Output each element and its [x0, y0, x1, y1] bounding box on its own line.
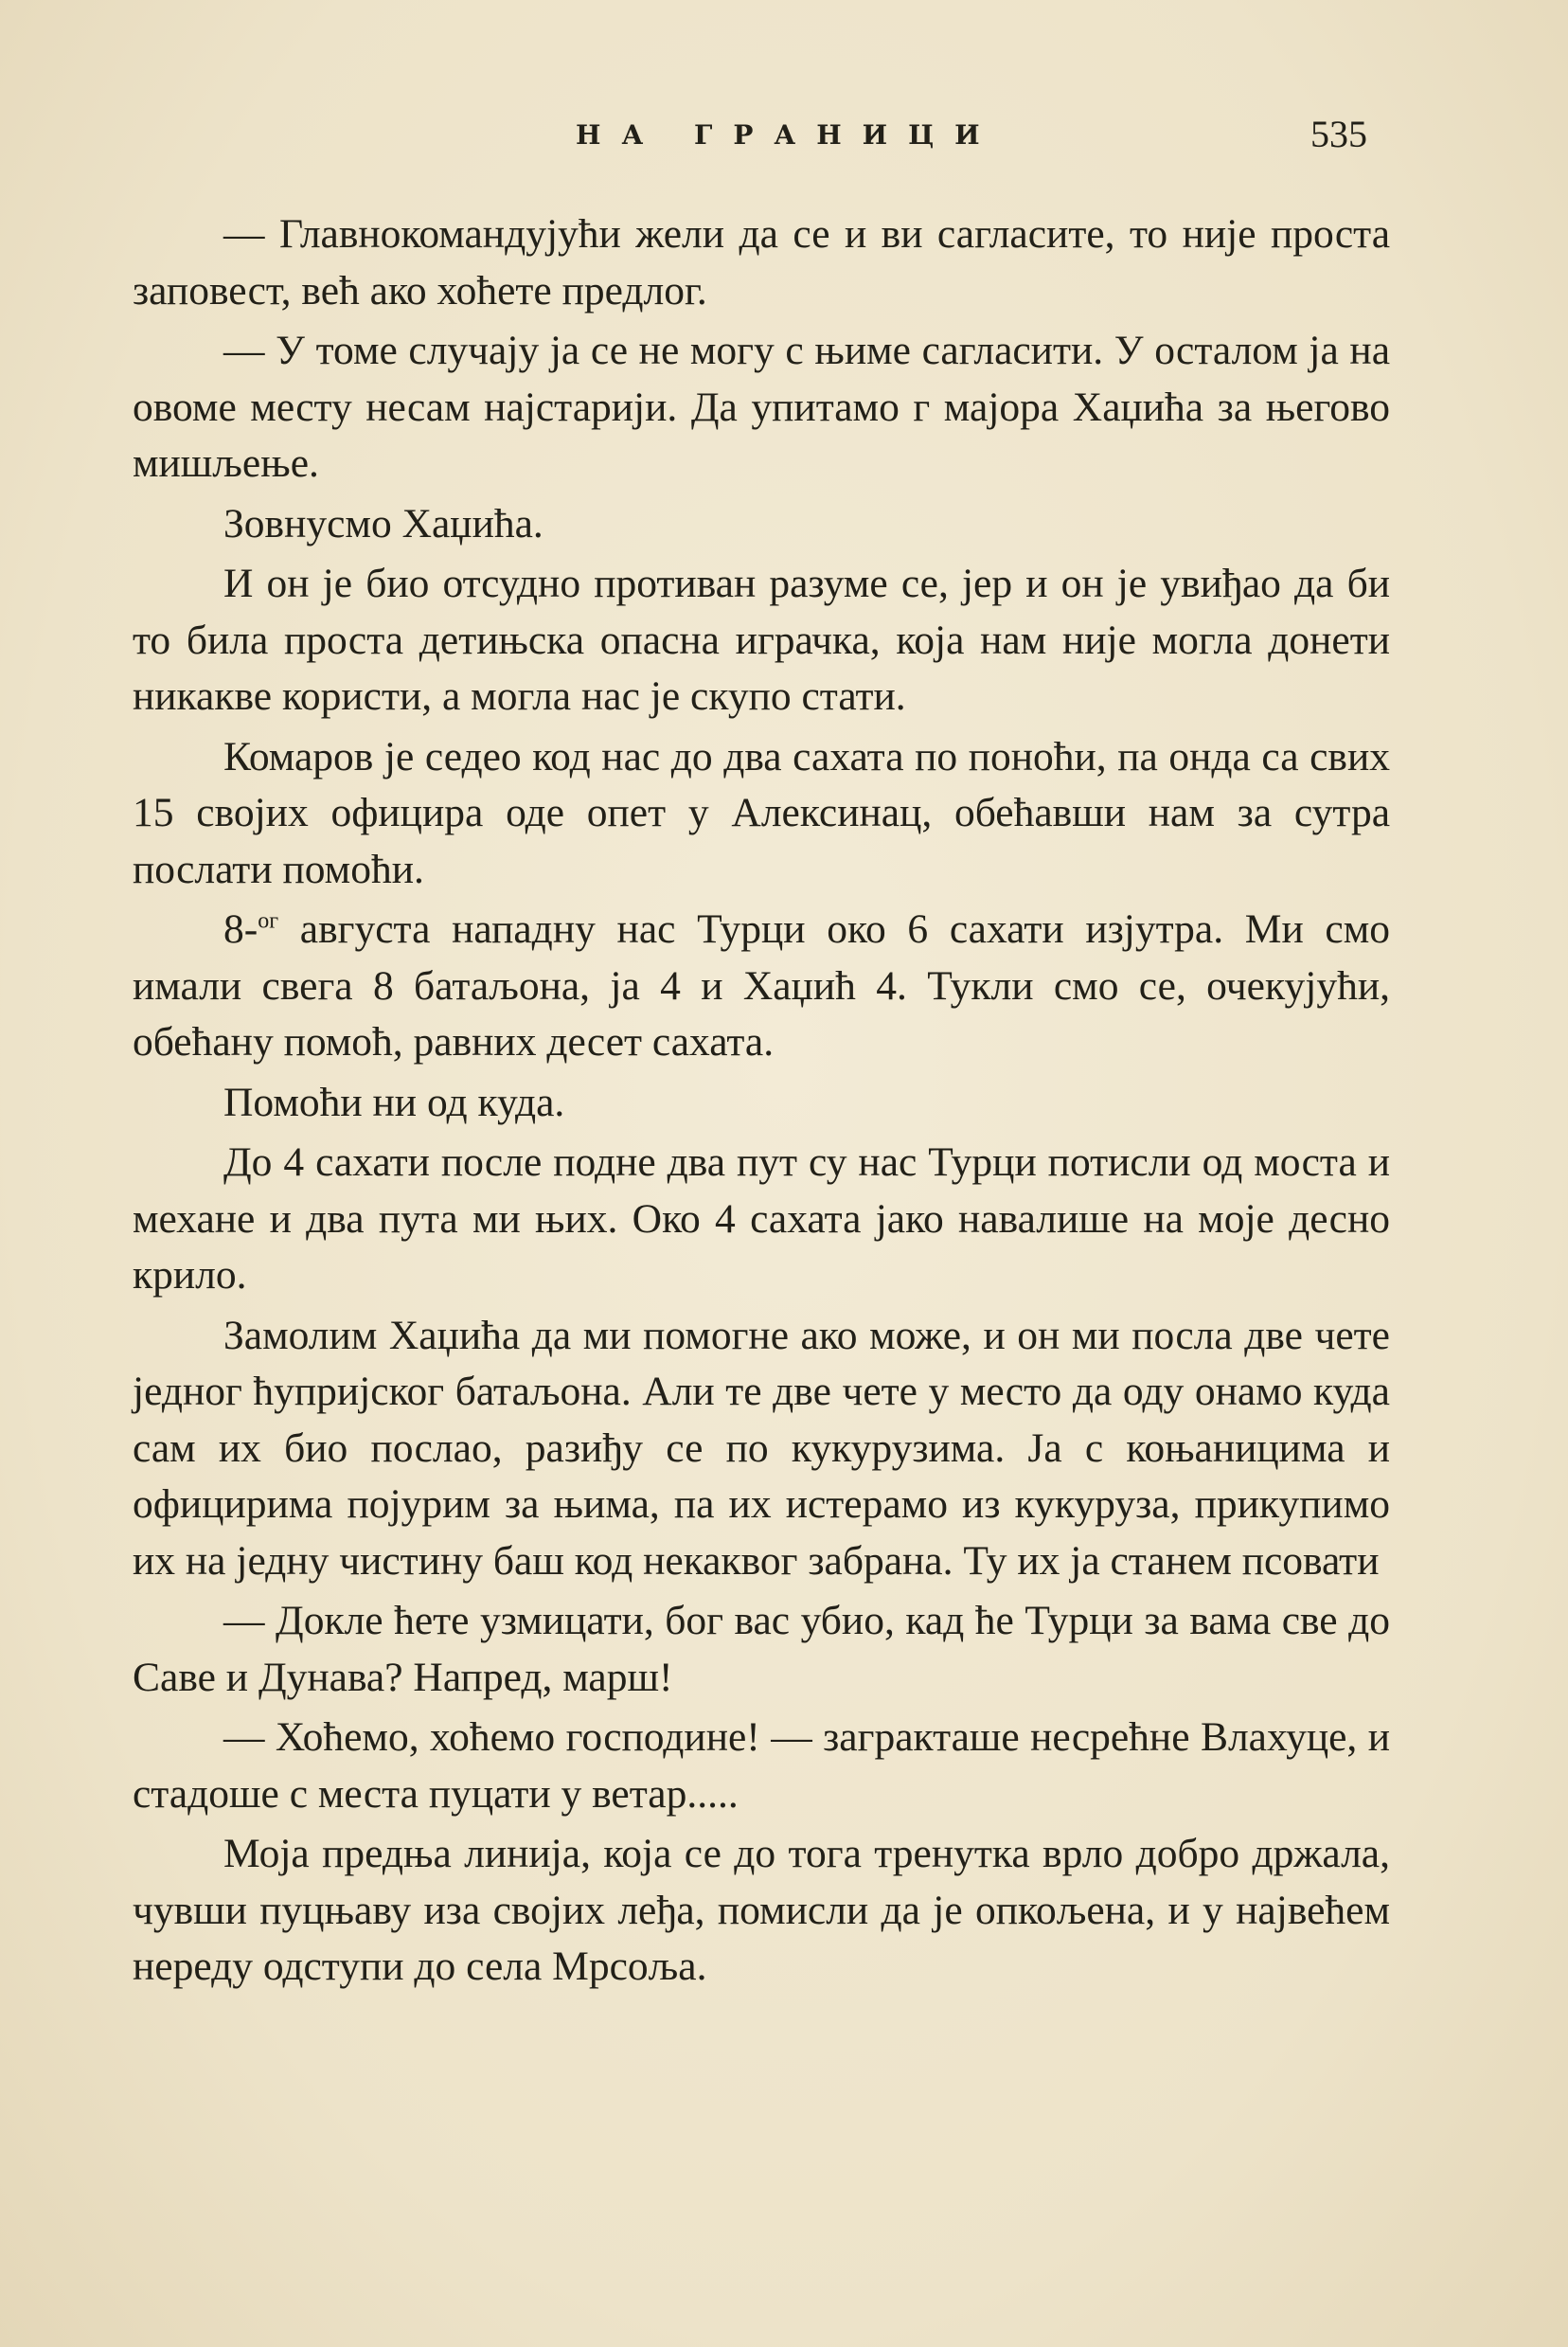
page-number: 535: [1310, 113, 1367, 155]
page-header: [0, 112, 1568, 169]
paragraph-1: — Главнокомандујући жели да се и ви сагласите, то није проста заповест, већ ако хоћете предлог.: [133, 211, 1390, 314]
paragraph-8: До 4 сахати после подне два пут су нас Турци потисли од моста и механе и два пута ми њих. Око 4 сахата јако навалише на моје десно крило.: [133, 1139, 1390, 1298]
running-head: НА ГРАНИЦИ: [576, 119, 1001, 151]
paragraph-6-text: августа нападну нас Турци око 6 сахати изјутра. Ми смо имали свега 8 батаљона, ја 4 и Хаџић 4. Тукли смо се, очекујући, обећану помоћ, равних десет сахата.: [133, 906, 1391, 1065]
paragraph-7: Помоћи ни од куда.: [223, 1079, 565, 1125]
paragraph-11: — Хоћемо, хоћемо господине! — загракташе несрећне Влахуце, и стадоше с места пуцати у ветар.....: [133, 1714, 1390, 1817]
paragraph-2: — У томе случају ја се не могу с њиме сагласити. У осталом ја на овоме месту несам најстарији. Да упитамо г мајора Хаџића за његово мишљење.: [133, 328, 1390, 486]
paragraph-3: Зовнусмо Хаџића.: [223, 500, 543, 546]
paragraph-10: — Докле ћете узмицати, бог вас убио, кад ће Турци за вама све до Саве и Дунава? Напред, марш!: [133, 1598, 1390, 1700]
paragraph-6: [133, 902, 1390, 1071]
paragraph-5: Комаров је седео код нас до два сахата по поноћи, па онда са свих 15 својих официра оде опет у Алексинац, обећавши нам за сутра послати помоћи.: [133, 733, 1390, 892]
date-ordinal-suffix: ог: [258, 908, 279, 934]
paragraph-4: И он је био отсудно противан разуме се, јер и он је увиђао да би то била проста детињска опасна играчка, која нам није могла донети никакве користи, а могла нас је скупо стати.: [133, 561, 1390, 719]
paragraph-12: Моја предња линија, која се до тога тренутка врло добро држала, чувши пуцњаву иза својих леђа, помисли да је опкољена, и у највећем нереду одступи до села Мрсоља.: [133, 1831, 1390, 1989]
paragraph-9: Замолим Хаџића да ми помогне ако може, и он ми посла две чете једног ћупријског батаљона. Али те две чете у место да оду онамо куда сам их био послао, разиђу се по кукурузима. Ја с коњаницима и официрима појурим за њима, па их истерамо из кукуруза, прикупимо их на једну чистину баш код некаквог забрана. Ту их ја станем псовати: [133, 1312, 1390, 1584]
date-number: 8-: [223, 906, 258, 952]
body-text: [133, 206, 1390, 1999]
